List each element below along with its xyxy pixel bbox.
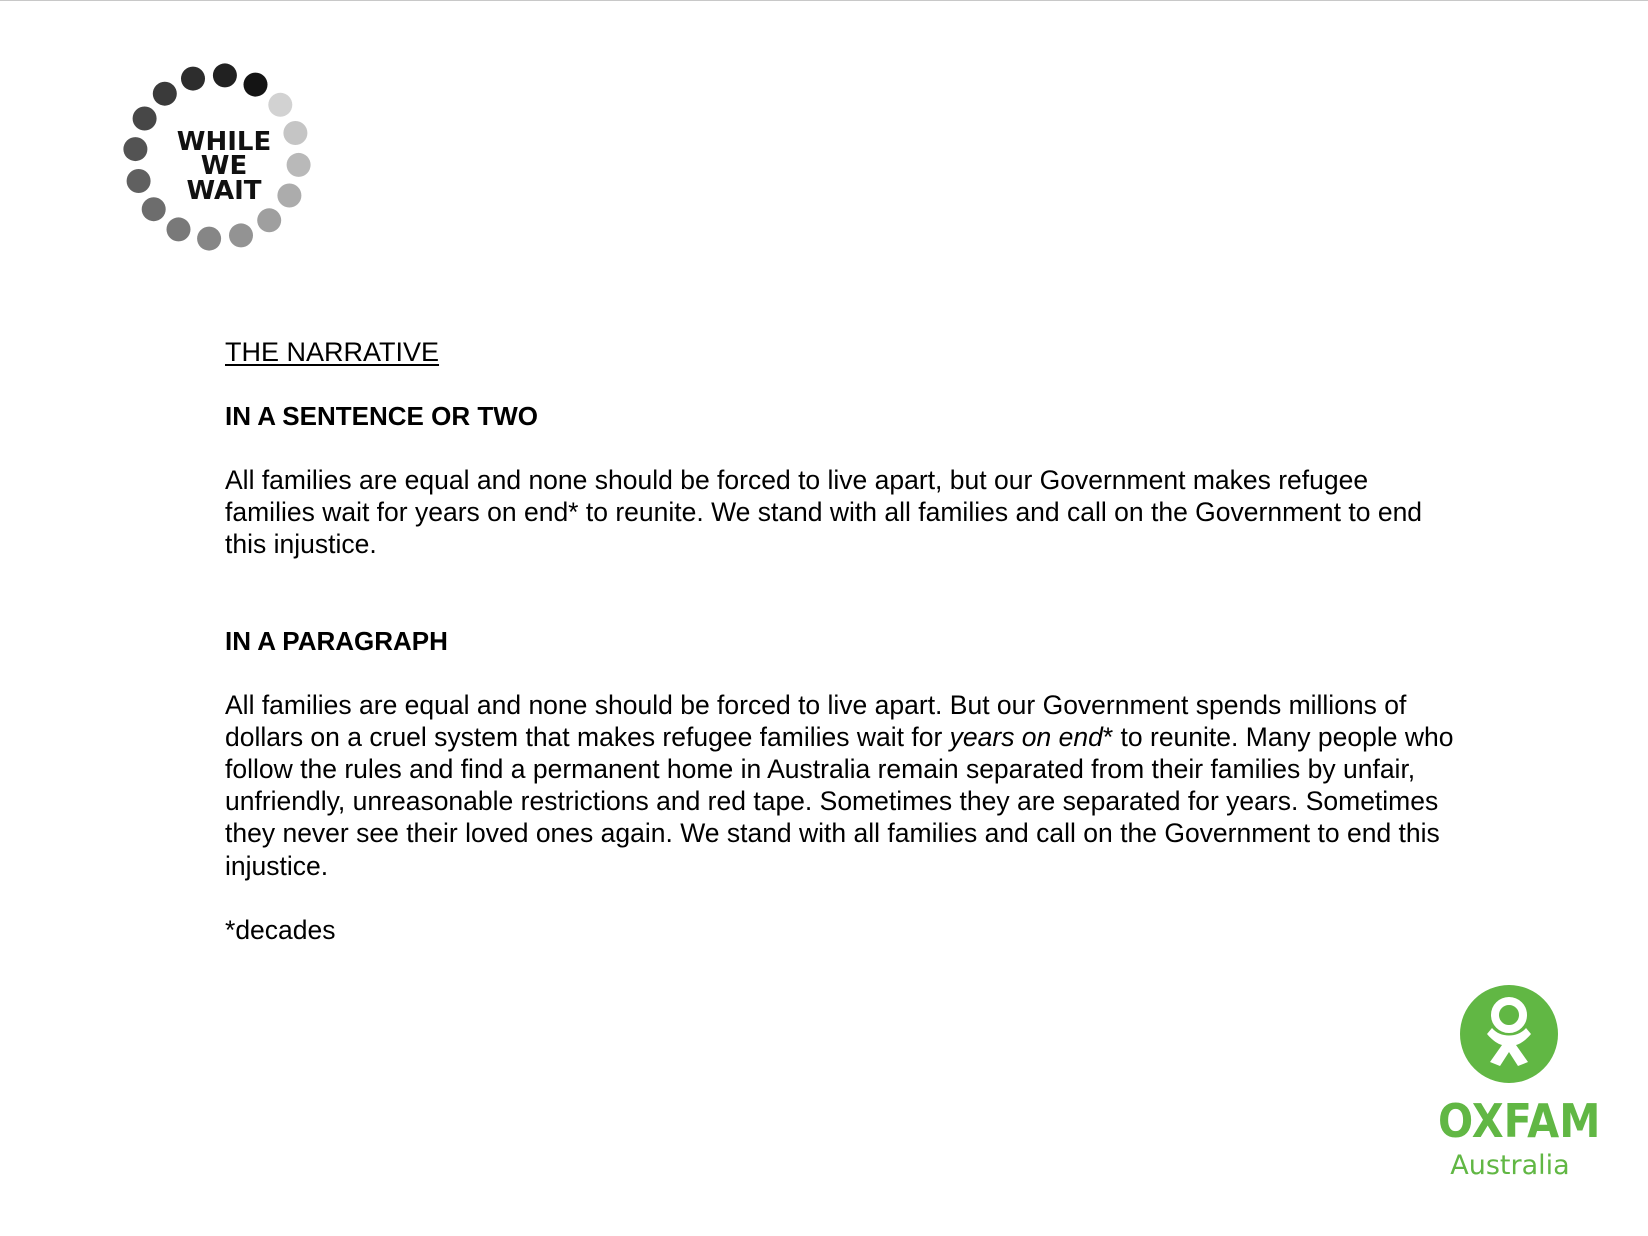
logo-dot [123, 137, 147, 161]
oxfam-region-label: Australia [1450, 1150, 1570, 1181]
logo-word-wait: WAIT [186, 176, 262, 206]
paragraph-emphasis: years on end [949, 721, 1103, 752]
footnote: *decades [225, 914, 336, 945]
spacer [225, 561, 1465, 625]
logo-dot [127, 169, 151, 193]
paragraph-text-part2: * to reunite. Many people who follow the rules and find a permanent home in Australia remain separated from their families by unfair, unfriendly, unreasonable restrictions and red tape. Sometimes they are separated for years. Sometimes they never see their loved ones again. We stand with all families and call on the Government to end this injustice. [225, 721, 1454, 881]
logo-dot [268, 93, 292, 117]
logo-dot [133, 107, 157, 131]
document-title: THE NARRATIVE [225, 337, 440, 367]
while-we-wait-logo [118, 58, 318, 258]
logo-dot [181, 67, 205, 91]
oxfam-wordmark: OXFAM [1438, 1094, 1601, 1148]
logo-dot [277, 184, 301, 208]
logo-dot [167, 217, 191, 241]
logo-word-we: WE [200, 151, 248, 181]
spacer [225, 657, 1465, 689]
section-body-sentence: All families are equal and none should be forced to live apart, but our Government makes refugee families wait for years on end* to reunite. We stand with all families and call on the Government to end this injustice. [225, 465, 1423, 560]
narrative-document [225, 336, 1465, 946]
paragraph-text-part1: All families are equal and none should be forced to live apart. But our Government spends millions of dollars on a cruel system that makes refugee families wait for [225, 689, 1407, 752]
logo-dot [153, 82, 177, 106]
logo-dot [287, 153, 311, 177]
logo-dot [283, 121, 307, 145]
logo-dot [197, 227, 221, 251]
logo-dot [142, 197, 166, 221]
logo-word-while: WHILE [176, 127, 272, 157]
logo-dot [229, 223, 253, 247]
logo-dot [244, 73, 268, 97]
top-border [0, 0, 1648, 1]
oxfam-australia-logo [1430, 982, 1601, 1192]
logo-dot [257, 208, 281, 232]
logo-dot [213, 63, 237, 87]
section-heading-paragraph: IN A PARAGRAPH [225, 625, 448, 656]
spacer [225, 432, 1465, 464]
section-body-paragraph [225, 689, 1465, 882]
oxfam-figure-icon [1430, 982, 1590, 1094]
section-heading-sentence: IN A SENTENCE OR TWO [225, 401, 538, 431]
spacer [225, 368, 1465, 400]
spacer [225, 882, 1465, 914]
loading-dots-ring-icon [118, 58, 318, 258]
